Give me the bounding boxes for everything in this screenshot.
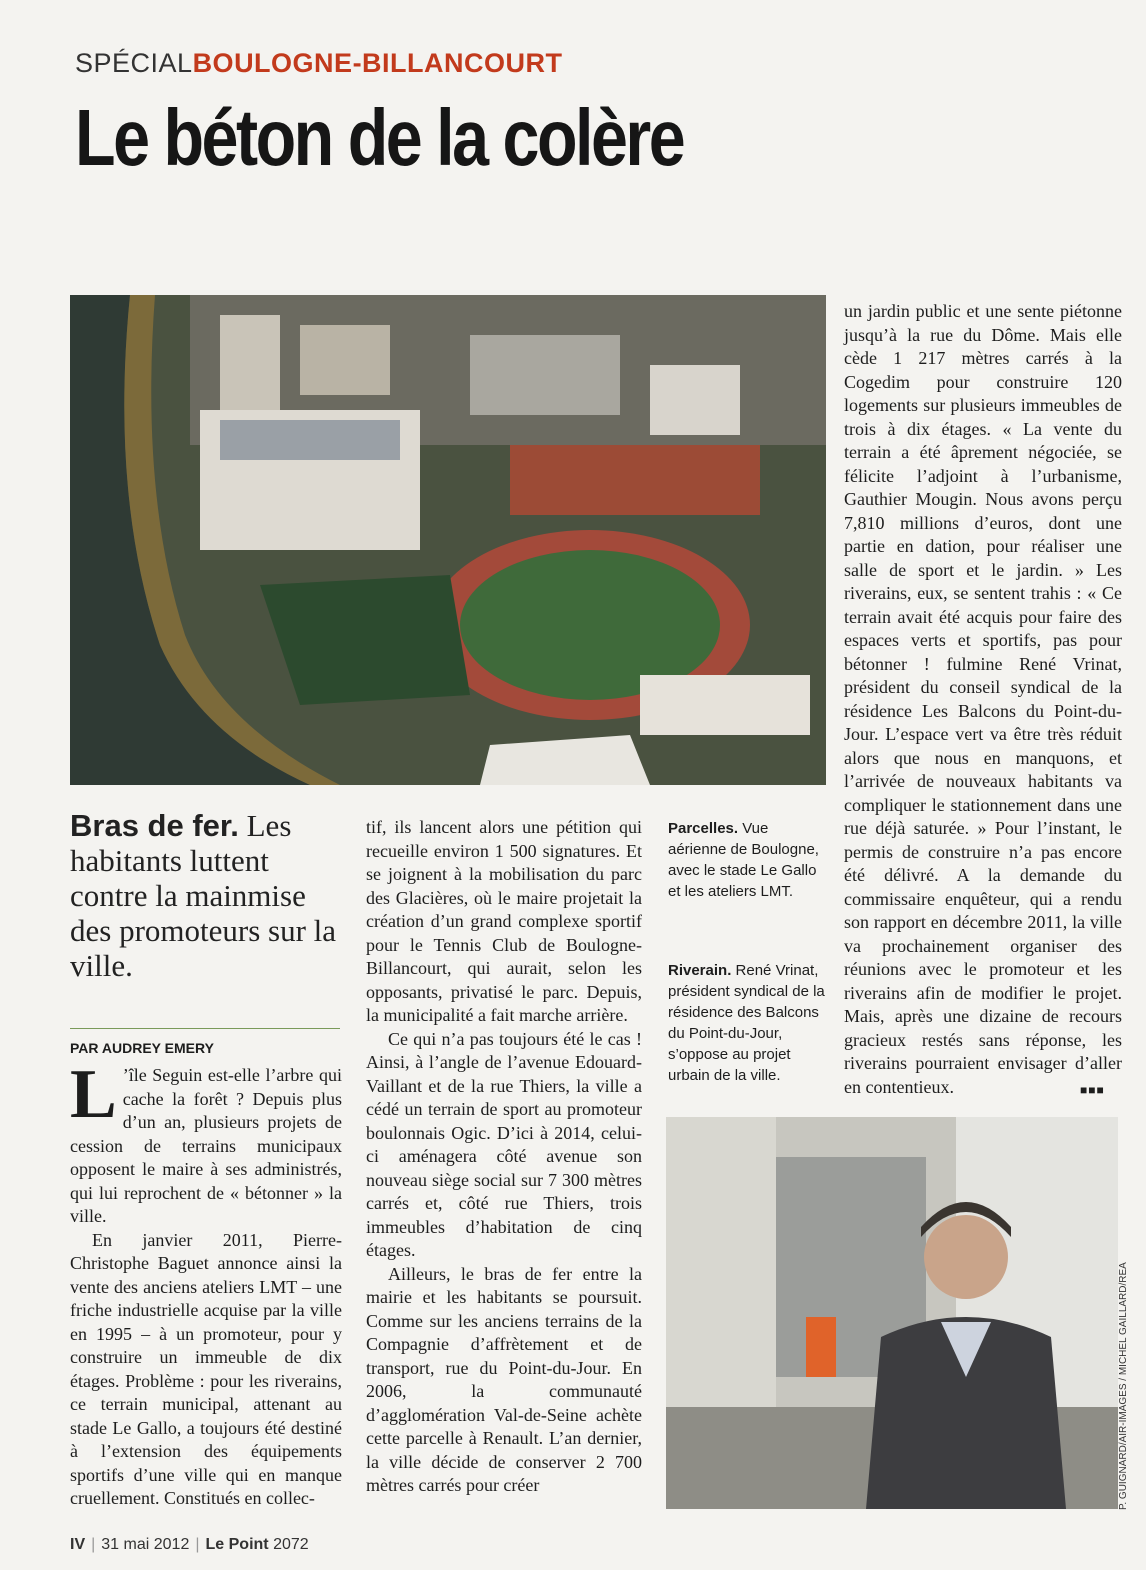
portrait-photo [666, 1117, 1118, 1509]
photo-credit: P. GUIGNARD/AIR-IMAGES / MICHEL GAILLARD/REA [1118, 1262, 1129, 1510]
section-kicker [75, 48, 563, 79]
end-mark: ■■■ [1080, 1083, 1105, 1097]
caption-aerial-lead: Parcelles. [668, 820, 739, 837]
aerial-photo-illustration [70, 295, 826, 785]
paragraph-3: tif, ils lancent alors une pétition qui recueille environ 1 500 signatures. Et se joignent à la mobilisation du parc des Glacières, où le maire projetait la création d’un grand complexe sportif pour le Tennis Club de Boulogne-Billancourt, qui aurait, selon les opposants, privatisé le parc. Depuis, la municipalité a fait marche arrière. [366, 817, 642, 1025]
page-footer: IV | 31 mai 2012 | Le Point 2072 [70, 1536, 309, 1553]
kicker-prefix: SPÉCIAL [75, 48, 193, 78]
paragraph-6: un jardin public et une sente piétonne jusqu’à la rue du Dôme. Mais elle cède 1 217 mètres carrés à la Cogedim pour construire 120 logements sur plusieurs immeubles de trois à dix étages. « La vente du terrain a été âprement négociée, se félicite l’adjoint à l’urbanisme, Gauthier Mougin. Nous avons perçu 7,810 millions d’euros, dont une partie en dation, pour réaliser une salle de sport et le jardin. » Les riverains, eux, se sentent trahis : « Ce terrain avait été acquis pour faire des espaces verts et sportifs, pas pour bétonner ! fulmine René Vrinat, président du conseil syndical de la résidence Les Balcons du Point-du-Jour. L’espace vert va être très réduit alors que nous en manquons, et l’arrivée de nouveaux habitants va compliquer le stationnement dans une rue déjà saturée. » Pour l’instant, le permis de construire n’a pas encore été délivré. A la demande du commissaire enquêteur, qui a rendu son rapport en décembre 2011, la ville va prochainement organiser des réunions avec le promoteur et les riverains afin de modifier le projet. Mais, après une dizaine de recours gracieux restés sans réponse, les riverains pourraient envisager d’aller en contentieux. [844, 301, 1122, 1097]
aerial-photo [70, 295, 826, 785]
column-1 [70, 1056, 342, 1511]
caption-portrait-text: René Vrinat, président syndical de la résidence des Balcons du Point-du-Jour, s’oppose au projet urbain de la ville. [668, 962, 825, 1084]
paragraph-1 [70, 1056, 342, 1229]
caption-aerial [668, 818, 828, 902]
byline-divider [70, 1028, 340, 1029]
dropcap: L [70, 1056, 117, 1133]
portrait-photo-illustration [666, 1117, 1118, 1509]
column-2 [366, 816, 642, 1498]
issue-date: 31 mai 2012 [101, 1536, 190, 1553]
deck-text: Les habitants luttent contre la mainmise des promoteurs sur la ville. [70, 808, 337, 983]
paragraph-2: En janvier 2011, Pierre-Christophe Baguet annonce ainsi la vente des anciens ateliers LMT – une friche industrielle acquise par la ville en 1995 – à un promoteur, pour y construire un immeuble de dix étages. Problème : pour les riverains, ce terrain municipal, attenant au stade Le Gallo, a toujours été destiné à l’extension des équipements sportifs d’une ville qui en manque cruellement. Constitués en collec- [70, 1229, 342, 1508]
issue-number: 2072 [273, 1536, 309, 1553]
caption-portrait-lead: Riverain. [668, 962, 732, 979]
paragraph-4: Ce qui n’a pas toujours été le cas ! Ainsi, à l’angle de l’avenue Edouard-Vaillant et de la rue Thiers, la ville a cédé un terrain de sport au promoteur boulonnais Ogic. D’ici à 2014, celui-ci aménagera côté avenue son nouveau siège social sur 7 300 mètres carrés et, côté rue Thiers, trois immeubles d’habitation de cinq étages. [366, 1028, 642, 1260]
deck [70, 808, 340, 983]
caption-portrait [668, 960, 828, 1086]
headline: Le béton de la colère [75, 93, 684, 182]
kicker-place: BOULOGNE-BILLANCOURT [192, 48, 563, 78]
deck-lead: Bras de fer. [70, 808, 239, 843]
page-number: IV [70, 1536, 86, 1553]
caption-aerial-text: Vue aérienne de Boulogne, avec le stade Le Gallo et les ateliers LMT. [668, 820, 819, 900]
paragraph-1-text: ’île Seguin est-elle l’arbre qui cache la forêt ? Depuis plus d’un an, plusieurs projets de cession de terrains municipaux opposent le maire à ses administrés, qui lui reprochent de « bétonner » la ville. [70, 1065, 342, 1226]
byline: PAR AUDREY EMERY [70, 1040, 214, 1056]
paragraph-5: Ailleurs, le bras de fer entre la mairie et les habitants se poursuit. Comme sur les anciens terrains de la Compagnie d’affrètement et de transport, rue du Point-du-Jour. En 2006, la communauté d’agglomération Val-de-Seine achète cette parcelle à Renault. L’an dernier, la ville décide de conserver 2 700 mètres carrés pour créer [366, 1263, 642, 1495]
magazine-name: Le Point [205, 1536, 269, 1553]
column-4 [844, 300, 1122, 1099]
